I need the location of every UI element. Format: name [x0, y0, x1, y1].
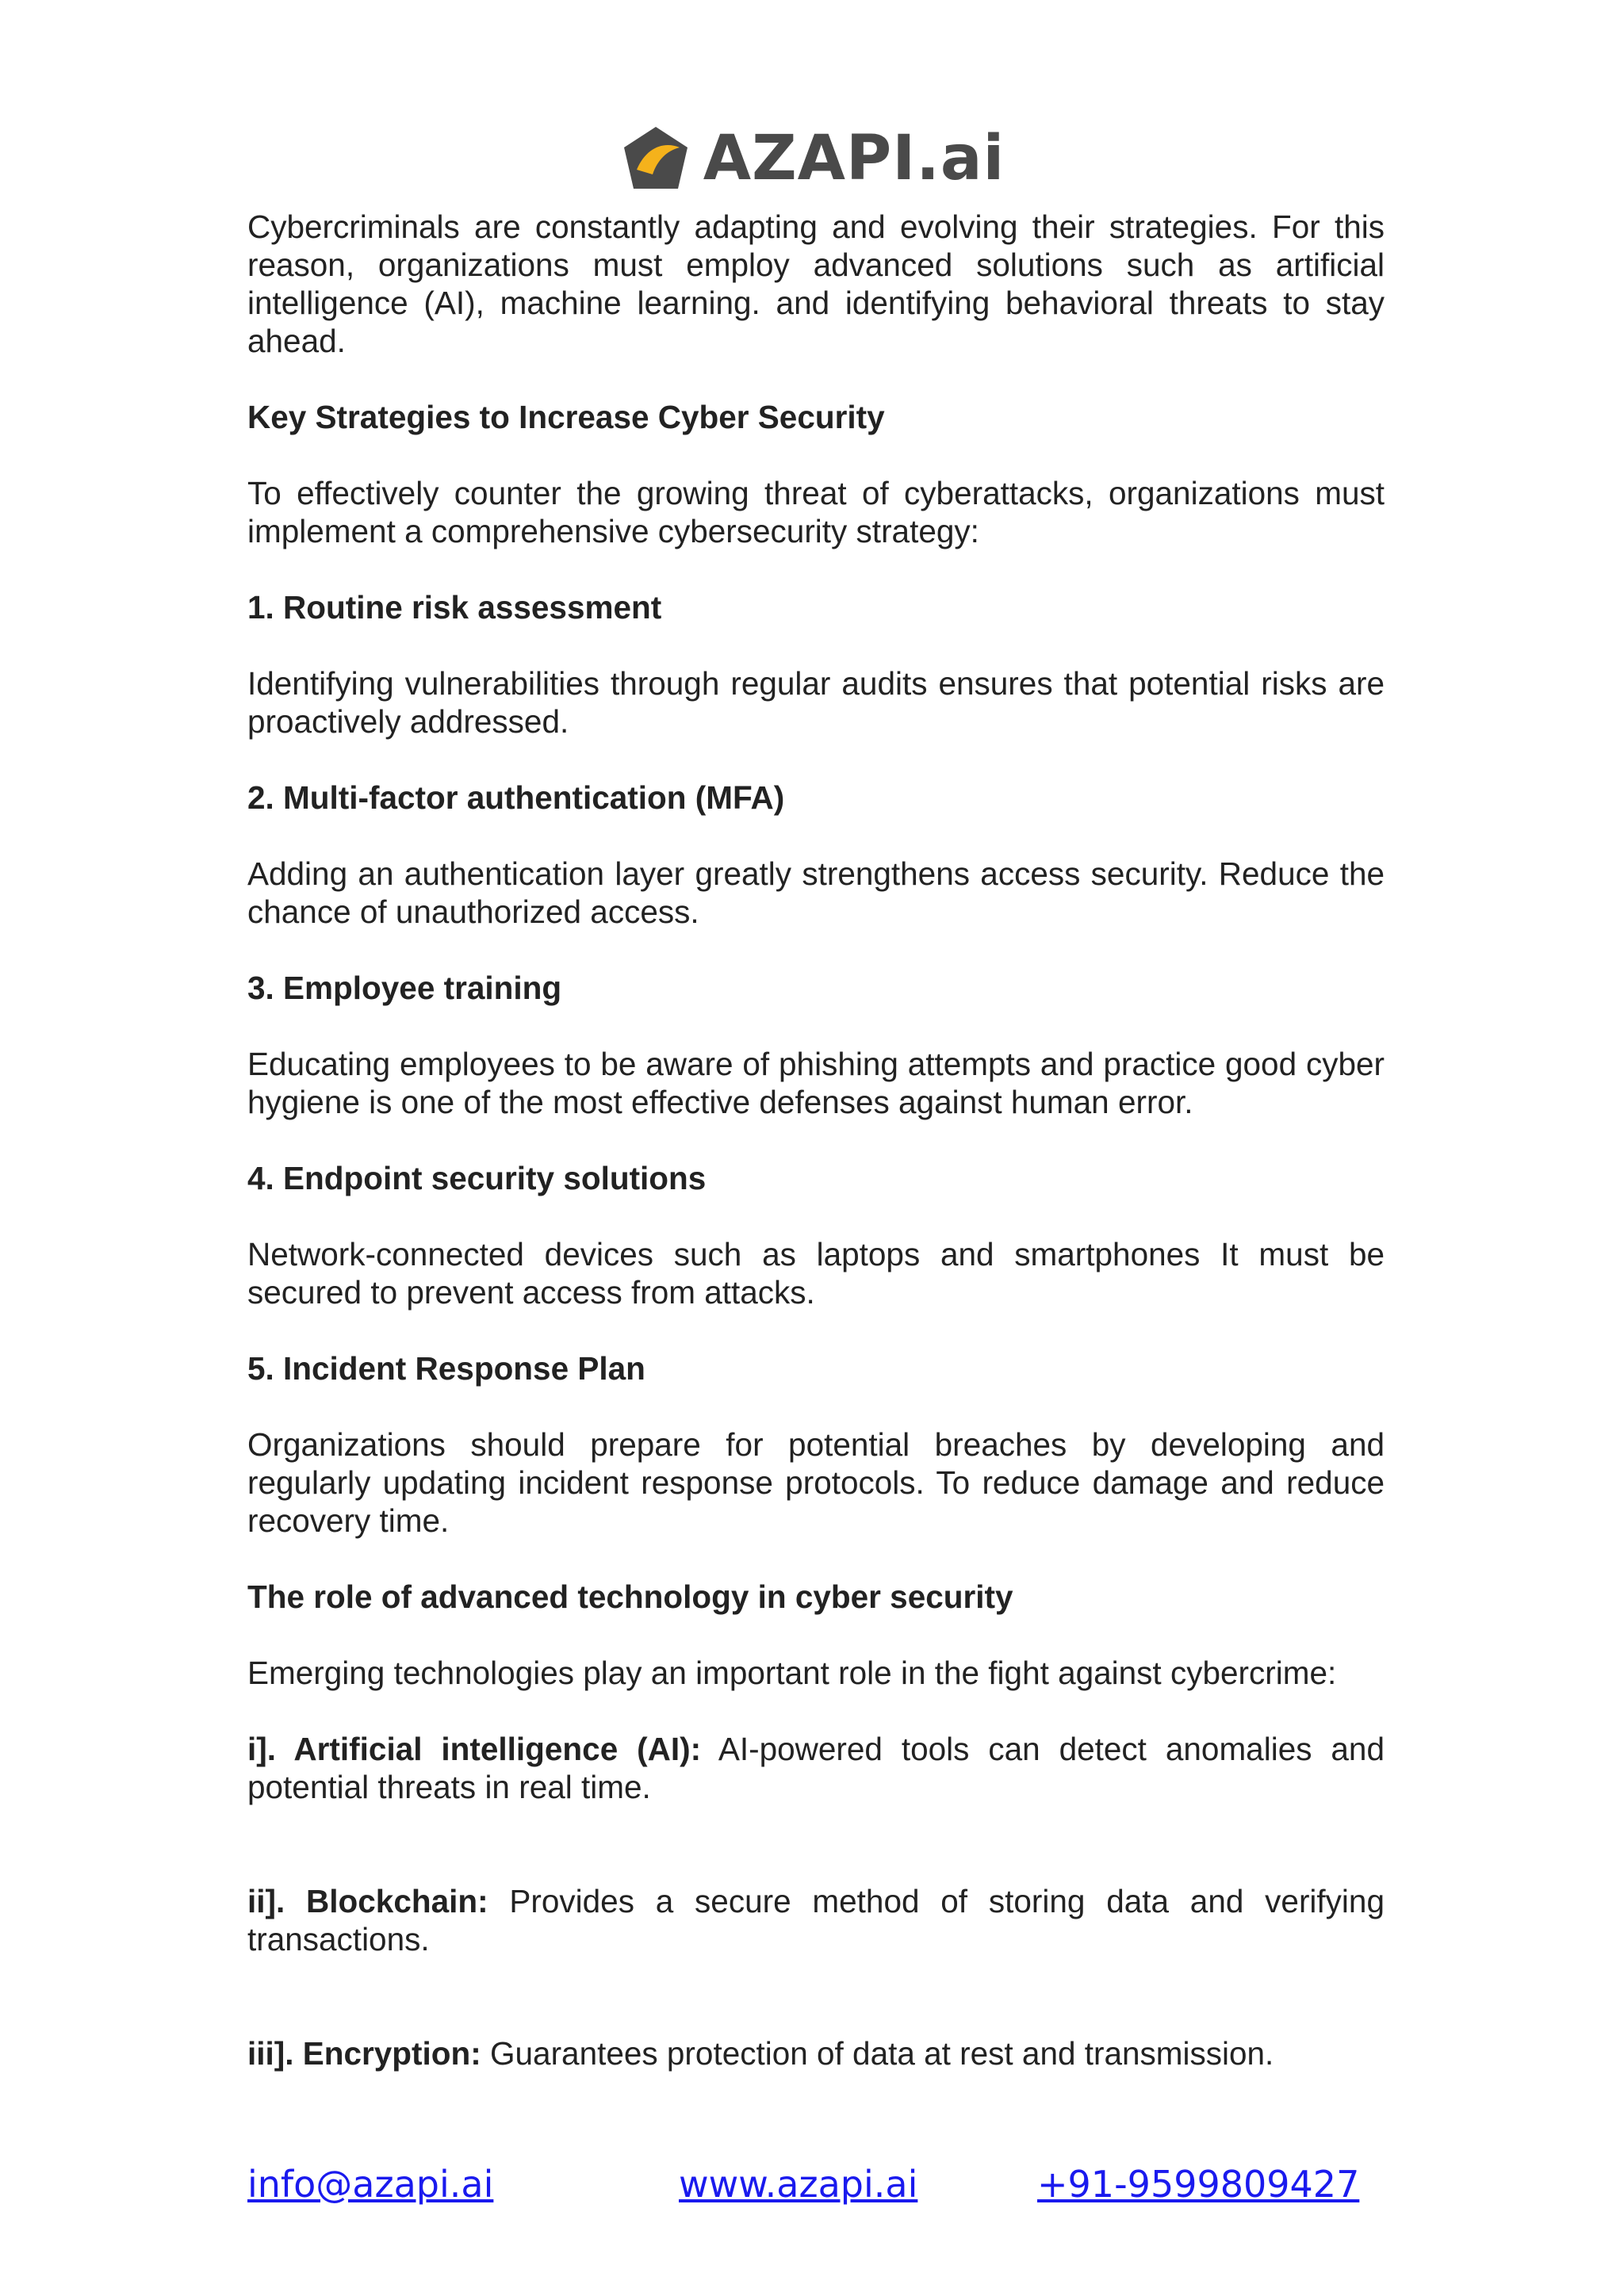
- section-heading-key-strategies: Key Strategies to Increase Cyber Security: [247, 399, 885, 435]
- intro-paragraph: Cybercriminals are constantly adapting and evolving their strategies. For this reason, organizations must employ advanced solutions such as artificial intelligence (AI), machine learning. and identifying behavioral threats to stay ahead.: [247, 209, 1385, 359]
- strategy-body: Organizations should prepare for potential breaches by developing and regularly updating incident response protocols. To reduce damage and reduce recovery time.: [247, 1426, 1385, 1539]
- tech-item: [247, 2034, 1385, 2072]
- tech-item-text: Guarantees protection of data at rest and transmission.: [481, 2035, 1274, 2072]
- tech-item-label: iii]. Encryption:: [247, 2035, 481, 2072]
- tech-item-text: Provides a secure method of storing data and verifying transactions.: [247, 1883, 1385, 1957]
- strategy-title: 5. Incident Response Plan: [247, 1350, 645, 1387]
- footer-email-link[interactable]: info@azapi.ai: [247, 2163, 494, 2206]
- tech-item-text: AI-powered tools can detect anomalies and potential threats in real time.: [247, 1731, 1385, 1805]
- strategy-title: 1. Routine risk assessment: [247, 589, 662, 626]
- strategy-title: 3. Employee training: [247, 970, 562, 1006]
- footer-website-link[interactable]: www.azapi.ai: [679, 2163, 918, 2206]
- footer-contacts: [247, 2163, 1385, 2210]
- header-logo: [0, 119, 1624, 198]
- logo-group: [619, 124, 1005, 193]
- tech-item: [247, 1882, 1385, 1958]
- strategy-body: Adding an authentication layer greatly strengthens access security. Reduce the chance of unauthorized access.: [247, 855, 1385, 930]
- strategy-title: 4. Endpoint security solutions: [247, 1160, 707, 1196]
- strategy-body: Identifying vulnerabilities through regular audits ensures that potential risks are proactively addressed.: [247, 665, 1385, 740]
- tech-item: [247, 1730, 1385, 1806]
- strategy-body: Network-connected devices such as laptops and smartphones It must be secured to prevent access from attacks.: [247, 1236, 1385, 1311]
- key-strategies-intro: To effectively counter the growing threat of cyberattacks, organizations must implement a comprehensive cybersecurity strategy:: [247, 475, 1385, 549]
- section-heading-advanced-tech: The role of advanced technology in cyber security: [247, 1578, 1013, 1615]
- tech-item-label: i]. Artificial intelligence (AI):: [247, 1731, 702, 1767]
- footer-phone-link[interactable]: +91-9599809427: [1037, 2163, 1360, 2206]
- advanced-tech-intro: Emerging technologies play an important role in the fight against cybercrime:: [247, 1655, 1337, 1691]
- logo-text: AZAPI.ai: [703, 123, 1005, 194]
- strategy-title: 2. Multi-factor authentication (MFA): [247, 779, 785, 816]
- azapi-logo-icon: [619, 124, 692, 193]
- document-body: [247, 208, 1385, 2072]
- strategy-body: Educating employees to be aware of phishing attempts and practice good cyber hygiene is one of the most effective defenses against human error.: [247, 1046, 1385, 1120]
- tech-item-label: ii]. Blockchain:: [247, 1883, 488, 1919]
